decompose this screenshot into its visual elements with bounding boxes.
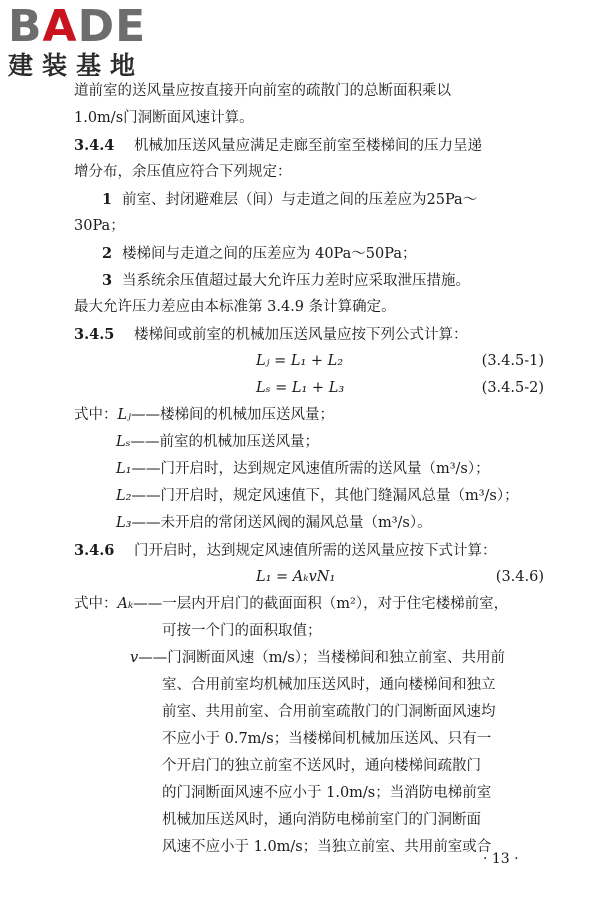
paragraph-line: 增分布，余压值应符合下列规定： bbox=[74, 164, 292, 180]
logo-subtitle: 建装基地 bbox=[8, 51, 145, 80]
definition: 式中：Lⱼ——楼梯间的机械加压送风量； bbox=[74, 407, 334, 423]
list-item: 2 楼梯间与走道之间的压差应为 40Pa～50Pa； bbox=[102, 245, 417, 262]
definition: 式中：Aₖ——一层内开启门的截面面积（m²），对于住宅楼梯前室， bbox=[74, 596, 509, 612]
clause-number: 3.4.4 bbox=[74, 137, 115, 154]
formula-number: (3.4.6) bbox=[495, 569, 544, 585]
clause-number: 3.4.5 bbox=[74, 326, 115, 343]
document-page bbox=[74, 78, 554, 861]
clause-3-4-6: 3.4.6 门开启时，达到规定风速值所需的送风量应按下式计算： bbox=[74, 537, 554, 564]
definition-continuation: 室、合用前室均机械加压送风时，通向楼梯间和独立 bbox=[162, 677, 496, 693]
bade-logo bbox=[8, 1, 178, 80]
paragraph-line: 最大允许压力差应由本标准第 3.4.9 条计算确定。 bbox=[74, 299, 396, 315]
paragraph-line: 1.0m/s门洞断面风速计算。 bbox=[74, 110, 254, 126]
formula-3-4-5-1: Lⱼ = L₁ + L₂ (3.4.5-1) bbox=[74, 348, 554, 375]
definition-continuation: 机械加压送风时，通向消防电梯前室门的门洞断面 bbox=[162, 812, 481, 828]
paragraph-line: 道前室的送风量应按直接开向前室的疏散门的总断面积乘以 bbox=[74, 83, 451, 99]
formula-3-4-6: L₁ = AₖvN₁ (3.4.6) bbox=[74, 564, 554, 591]
clause-3-4-4: 3.4.4 机械加压送风量应满足走廊至前室至楼梯间的压力呈递 bbox=[74, 132, 554, 159]
definition-continuation: 个开启门的独立前室不送风时，通向楼梯间疏散门 bbox=[162, 758, 481, 774]
list-item: 1 前室、封闭避难层（间）与走道之间的压差应为25Pa～ bbox=[102, 191, 478, 208]
page-number: · 13 · bbox=[483, 851, 519, 867]
definition-continuation: 可按一个门的面积取值； bbox=[162, 623, 322, 639]
list-item: 3 当系统余压值超过最大允许压力差时应采取泄压措施。 bbox=[102, 272, 470, 289]
definition: L₃——未开启的常闭送风阀的漏风总量（m³/s）。 bbox=[116, 515, 432, 531]
logo-accent-letter: A bbox=[42, 1, 78, 52]
clause-3-4-5: 3.4.5 楼梯间或前室的机械加压送风量应按下列公式计算： bbox=[74, 321, 554, 348]
definition: v——门洞断面风速（m/s）；当楼梯间和独立前室、共用前 bbox=[130, 650, 506, 666]
definition: Lₛ——前室的机械加压送风量； bbox=[116, 434, 320, 450]
definition-continuation: 前室、共用前室、合用前室疏散门的门洞断面风速均 bbox=[162, 704, 496, 720]
paragraph-line: 30Pa； bbox=[74, 218, 125, 234]
definition: L₁——门开启时，达到规定风速值所需的送风量（m³/s）； bbox=[116, 461, 490, 477]
definition-continuation: 不应小于 0.7m/s；当楼梯间机械加压送风、只有一 bbox=[162, 731, 492, 747]
definition-continuation: 的门洞断面风速不应小于 1.0m/s；当消防电梯前室 bbox=[162, 785, 492, 801]
logo-title: BADE bbox=[8, 1, 147, 52]
definition: L₂——门开启时，规定风速值下，其他门缝漏风总量（m³/s）； bbox=[116, 488, 519, 504]
formula-number: (3.4.5-2) bbox=[481, 380, 544, 396]
formula-3-4-5-2: Lₛ = L₁ + L₃ (3.4.5-2) bbox=[74, 375, 554, 402]
definition-continuation: 风速不应小于 1.0m/s；当独立前室、共用前室或合 bbox=[162, 839, 492, 855]
formula-number: (3.4.5-1) bbox=[481, 353, 544, 369]
clause-number: 3.4.6 bbox=[74, 542, 115, 559]
